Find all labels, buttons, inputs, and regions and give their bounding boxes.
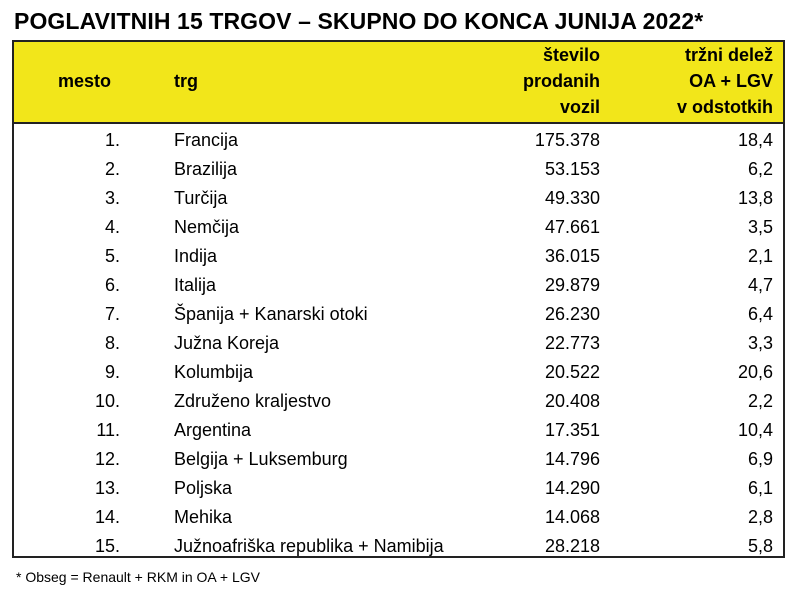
- share-cell: 2,2: [747, 391, 773, 411]
- table-row: [14, 533, 783, 558]
- rank-cell: 12.: [94, 449, 120, 469]
- header-market-share-line: v odstotkih: [676, 97, 773, 117]
- market-cell: Poljska: [174, 478, 233, 498]
- share-cell: 6,9: [747, 449, 773, 469]
- share-cell: 2,1: [747, 246, 773, 266]
- volume-cell: 36.015: [544, 246, 600, 266]
- volume-cell: 17.351: [544, 420, 600, 440]
- market-cell: Nemčija: [174, 217, 240, 237]
- rank-cell: 2.: [104, 159, 120, 179]
- volume-cell: 53.153: [544, 159, 600, 179]
- header-trg: trg: [174, 71, 198, 91]
- market-cell: Brazilija: [174, 159, 238, 179]
- rank-cell: 13.: [94, 478, 120, 498]
- header-market-share: [677, 42, 773, 120]
- volume-cell: 26.230: [544, 304, 600, 324]
- market-cell: Mehika: [174, 507, 233, 527]
- volume-cell: 47.661: [544, 217, 600, 237]
- table-header: [14, 42, 783, 124]
- table-row: [14, 504, 783, 533]
- rank-cell: 9.: [104, 362, 120, 382]
- table-row: [14, 301, 783, 330]
- share-cell: 2,8: [747, 507, 773, 527]
- market-cell: Južna Koreja: [174, 333, 280, 353]
- header-vehicles-sold-line: prodanih: [523, 71, 600, 91]
- share-cell: 13,8: [737, 188, 773, 208]
- table-row: [14, 330, 783, 359]
- volume-cell: 49.330: [544, 188, 600, 208]
- share-cell: 3,3: [747, 333, 773, 353]
- market-cell: Kolumbija: [174, 362, 254, 382]
- volume-cell: 20.408: [544, 391, 600, 411]
- share-cell: 10,4: [737, 420, 773, 440]
- rank-cell: 15.: [94, 536, 120, 556]
- rank-cell: 3.: [104, 188, 120, 208]
- table-row: [14, 185, 783, 214]
- table-row: [14, 475, 783, 504]
- share-cell: 6,2: [747, 159, 773, 179]
- market-cell: Belgija + Luksemburg: [174, 449, 348, 469]
- volume-cell: 175.378: [534, 130, 600, 150]
- table-row: [14, 446, 783, 475]
- market-cell: Španija + Kanarski otoki: [174, 304, 368, 324]
- header-mesto: mesto: [58, 71, 112, 91]
- market-cell: Argentina: [174, 420, 252, 440]
- market-cell: Turčija: [174, 188, 228, 208]
- share-cell: 5,8: [747, 536, 773, 556]
- rank-cell: 8.: [104, 333, 120, 353]
- volume-cell: 14.290: [544, 478, 600, 498]
- rank-cell: 11.: [96, 420, 120, 440]
- table-row: [14, 243, 783, 272]
- share-cell: 4,7: [747, 275, 773, 295]
- share-cell: 6,4: [747, 304, 773, 324]
- markets-table: [12, 40, 785, 558]
- volume-cell: 22.773: [544, 333, 600, 353]
- share-cell: 3,5: [747, 217, 773, 237]
- table-row: [14, 388, 783, 417]
- rank-cell: 1.: [104, 130, 120, 150]
- table-row: [14, 272, 783, 301]
- rank-cell: 4.: [104, 217, 120, 237]
- volume-cell: 14.796: [544, 449, 600, 469]
- share-cell: 20,6: [737, 362, 773, 382]
- market-cell: Francija: [174, 130, 239, 150]
- rank-cell: 10.: [94, 391, 120, 411]
- table-row: [14, 359, 783, 388]
- table-body: [14, 127, 783, 558]
- volume-cell: 20.522: [544, 362, 600, 382]
- header-vehicles-sold-line: število: [542, 45, 600, 65]
- header-market-share-line: OA + LGV: [689, 71, 773, 91]
- market-cell: Italija: [174, 275, 217, 295]
- rank-cell: 7.: [104, 304, 120, 324]
- share-cell: 18,4: [737, 130, 773, 150]
- table-row: [14, 214, 783, 243]
- footnote: * Obseg = Renault + RKM in OA + LGV: [16, 569, 260, 585]
- page-title: POGLAVITNIH 15 TRGOV – SKUPNO DO KONCA JUNIJA 2022*: [14, 8, 704, 34]
- rank-cell: 5.: [104, 246, 120, 266]
- volume-cell: 29.879: [544, 275, 600, 295]
- table-row: [14, 156, 783, 185]
- table-row: [14, 127, 783, 156]
- rank-cell: 6.: [104, 275, 120, 295]
- market-cell: Južnoafriška republika + Namibija: [174, 536, 444, 556]
- header-market-share-line: tržni delež: [684, 45, 773, 65]
- header-vehicles-sold-line: vozil: [559, 97, 600, 117]
- header-vehicles-sold: [523, 42, 600, 120]
- share-cell: 6,1: [747, 478, 773, 498]
- rank-cell: 14.: [94, 507, 120, 527]
- table-row: [14, 417, 783, 446]
- volume-cell: 14.068: [544, 507, 600, 527]
- market-cell: Združeno kraljestvo: [174, 391, 332, 411]
- market-cell: Indija: [174, 246, 218, 266]
- volume-cell: 28.218: [544, 536, 600, 556]
